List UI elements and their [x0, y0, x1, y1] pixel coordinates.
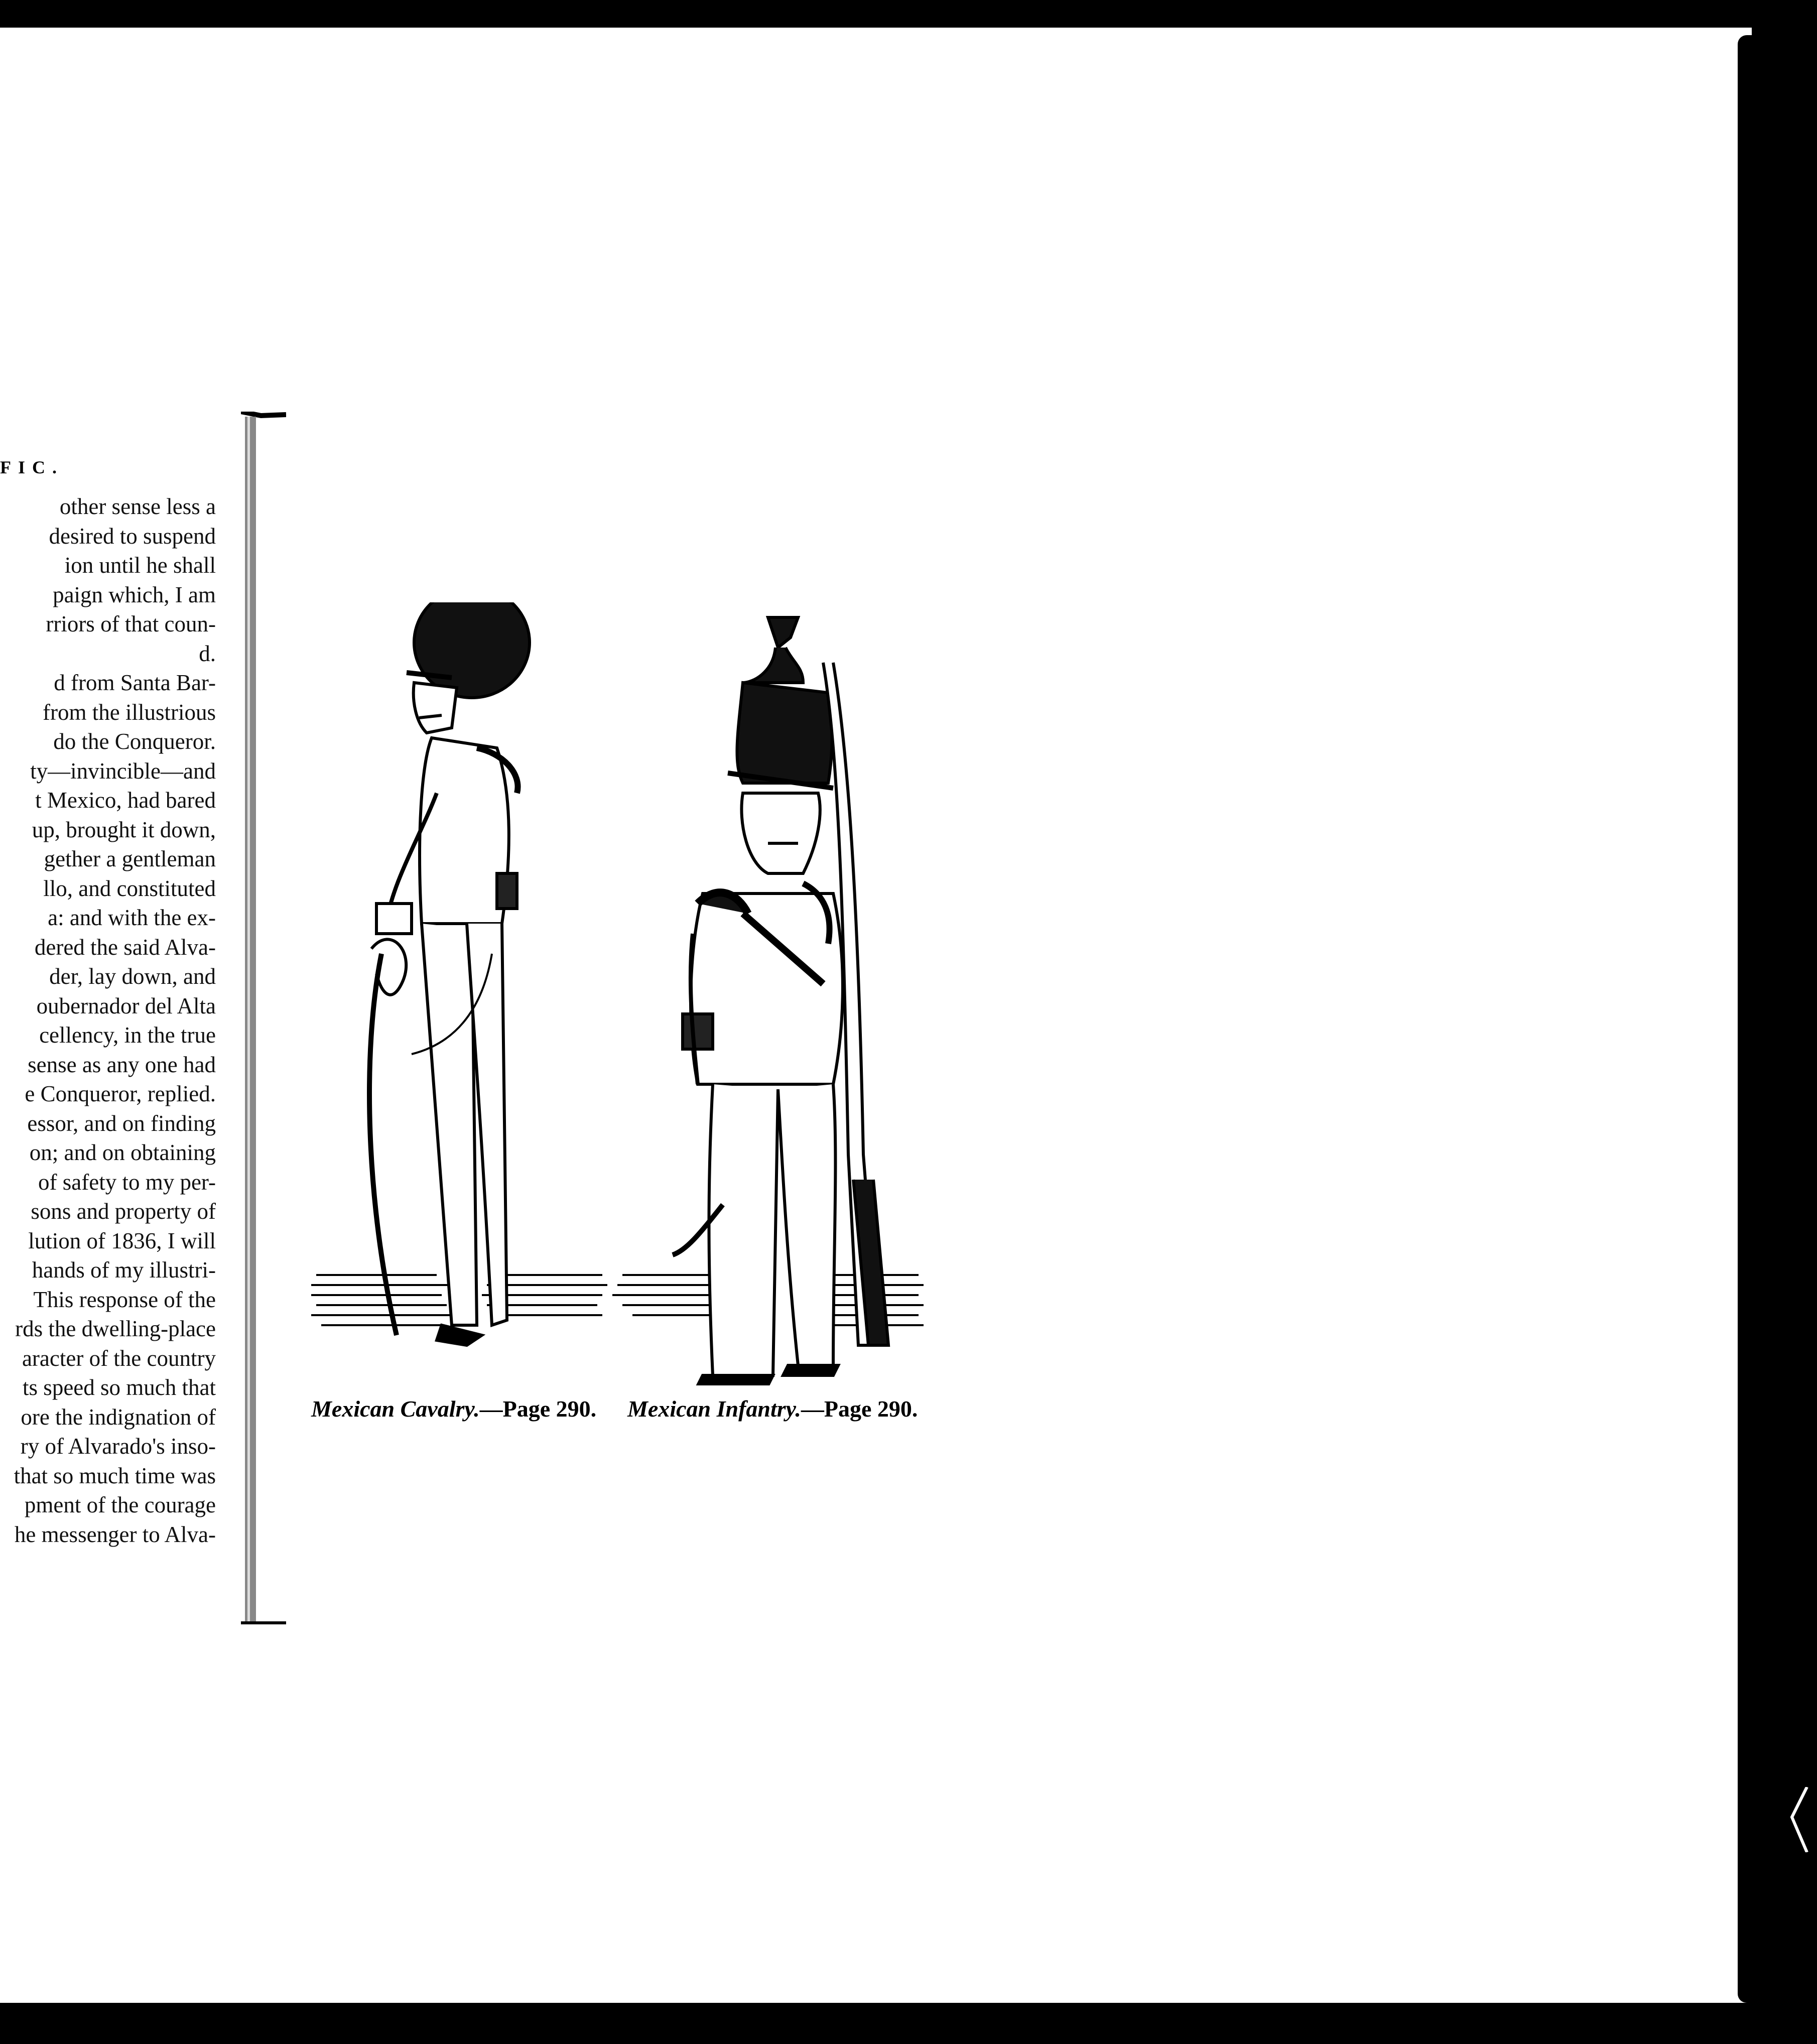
text-line: rds the dwelling-place [15, 1316, 216, 1341]
scan-border-right [1752, 0, 1817, 2044]
text-line: do the Conqueror. [53, 729, 216, 754]
running-head: FIC. [0, 457, 64, 477]
text-line: desired to suspend [49, 523, 216, 549]
text-line: dered the said Alva- [34, 934, 216, 960]
text-line: d from Santa Bar- [54, 670, 216, 695]
text-line: ts speed so much that [23, 1375, 216, 1400]
text-line: ry of Alvarado's inso- [20, 1434, 216, 1459]
caption-infantry-page: —Page 290. [801, 1396, 918, 1422]
text-line: der, lay down, and [49, 964, 216, 989]
illustration-plate [301, 602, 934, 1446]
text-line: cellency, in the true [39, 1023, 216, 1048]
text-line: aracter of the country [22, 1345, 216, 1371]
text-line: ion until he shall [64, 553, 216, 578]
caption-infantry-title: Mexican Infantry. [627, 1396, 801, 1422]
book-edge-right [1738, 35, 1756, 2003]
text-line: ore the indignation of [21, 1404, 216, 1430]
text-line: sense as any one had [28, 1052, 216, 1077]
text-line: on; and on obtaining [29, 1140, 216, 1165]
text-line: paign which, I am [53, 582, 216, 607]
text-line: lution of 1836, I will [28, 1228, 216, 1253]
caption-cavalry-title: Mexican Cavalry. [311, 1396, 480, 1422]
text-line: sons and property of [31, 1199, 216, 1224]
text-line: d. [199, 641, 216, 666]
text-line: that so much time was [14, 1463, 216, 1488]
scan-border-bottom [0, 2003, 1817, 2044]
infantry-figure [673, 617, 888, 1385]
text-line: pment of the courage [24, 1492, 216, 1517]
text-line: This response of the [33, 1287, 216, 1312]
text-line: hands of my illustri- [32, 1257, 216, 1283]
page-clip-icon [1787, 1787, 1812, 1852]
scan-border-top [0, 0, 1817, 28]
text-line: he messenger to Alva- [14, 1521, 216, 1547]
text-line: oubernador del Alta [36, 993, 216, 1018]
text-line: llo, and constituted [43, 875, 216, 901]
text-line: a: and with the ex- [48, 905, 216, 930]
text-line: essor, and on finding [27, 1110, 216, 1136]
text-line: rriors of that coun- [46, 611, 216, 636]
facing-page-text [0, 432, 226, 1626]
caption-cavalry [311, 1395, 596, 1422]
text-line: ty—invincible—and [30, 758, 216, 784]
text-line: gether a gentleman [44, 846, 216, 871]
text-line: of safety to my per- [38, 1169, 216, 1195]
text-line: up, brought it down, [32, 817, 216, 842]
caption-cavalry-page: —Page 290. [479, 1396, 597, 1422]
text-line: e Conqueror, replied. [25, 1081, 216, 1106]
text-line: from the illustrious [43, 699, 216, 725]
binding-gutter [241, 412, 286, 1626]
soldiers-engraving [301, 602, 934, 1385]
caption-infantry [627, 1395, 918, 1422]
text-line: t Mexico, had bared [35, 788, 216, 813]
cavalry-figure [369, 602, 530, 1345]
text-line: other sense less a [59, 494, 216, 519]
